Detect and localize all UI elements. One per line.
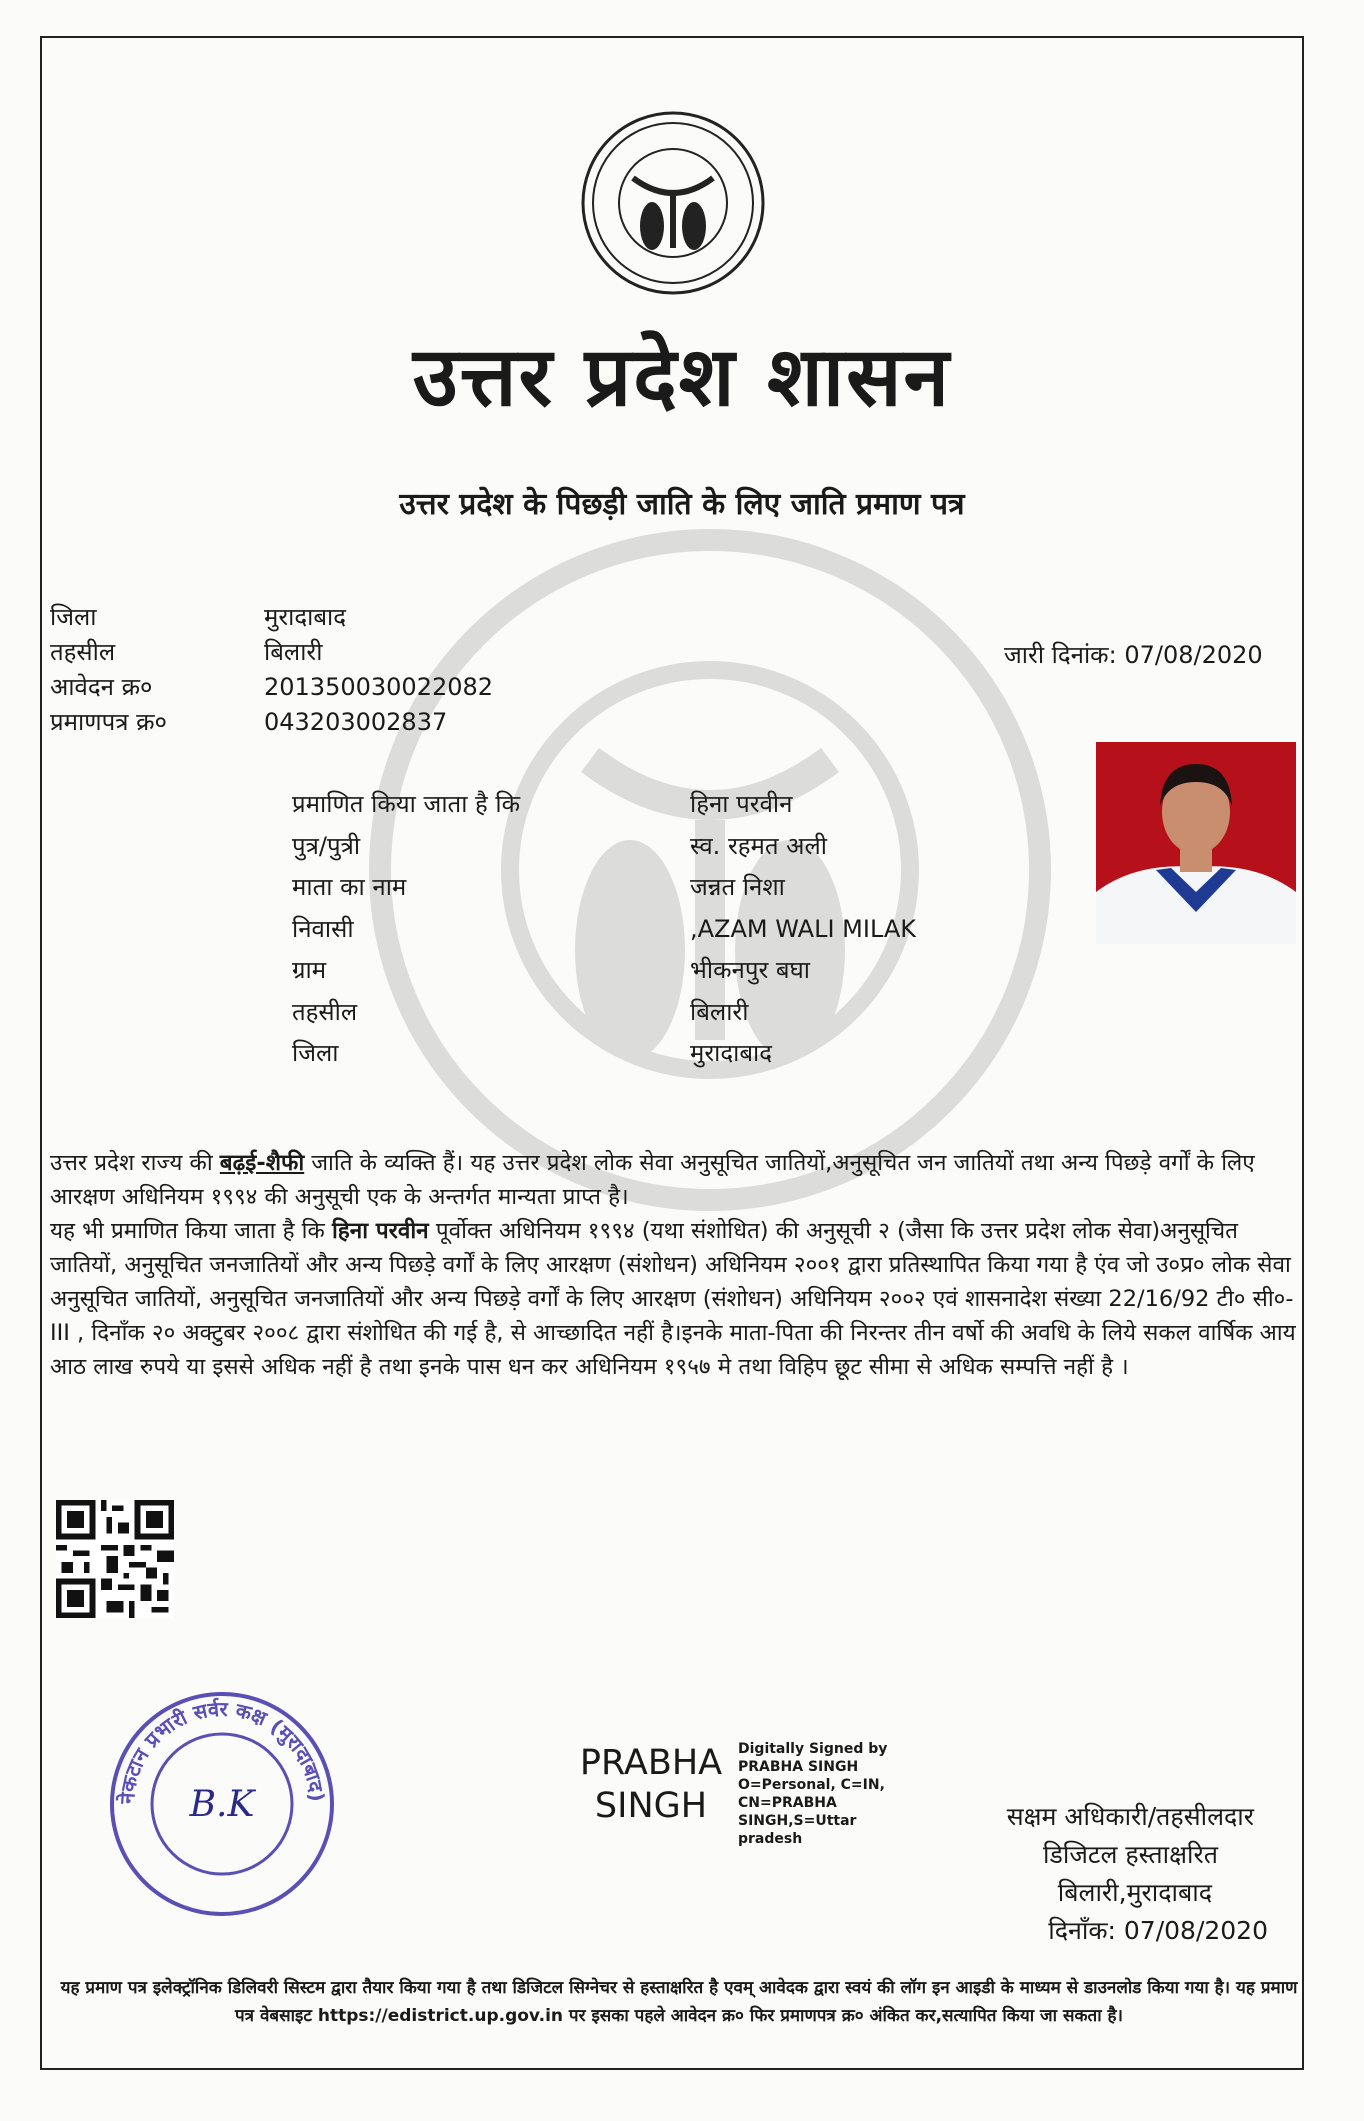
meta-row-tehsil — [50, 635, 493, 670]
detail-label: माता का नाम — [292, 873, 407, 901]
details-block — [292, 784, 916, 1075]
signer-last-name: SINGH — [594, 1786, 708, 1826]
meta-row-application-no — [50, 670, 493, 705]
detail-value: ,AZAM WALI MILAK — [690, 914, 917, 943]
meta-label: जिला — [50, 603, 97, 631]
meta-value: 201350030022082 — [264, 673, 494, 701]
detail-value: बिलारी — [690, 997, 749, 1026]
body-text: यह भी प्रमाणित किया जाता है कि — [50, 1218, 332, 1244]
officer-location: बिलारी,मुरादाबाद — [1057, 1878, 1212, 1907]
meta-block — [50, 600, 493, 740]
officer-designation: सक्षम अधिकारी/तहसीलदार — [1006, 1802, 1254, 1831]
up-government-emblem — [578, 108, 768, 298]
detail-row — [292, 950, 916, 992]
detail-row — [292, 867, 916, 909]
body-text: पूर्वोक्त अधिनियम १९९४ (यथा संशोधित) की अनुसूची २ (जैसा कि उत्तर प्रदेश लोक सेवा)अनुसूचित जातियों, अनुसूचित जनजातियों और अन्य पिछड़े वर्गों के लिए आरक्षण (संशोधन) अधिनियम २००१ द्वारा प्रतिस्थापित किया गया है एंव जो उ०प्र० लोक सेवा अनुसूचित जातियों, अनुसूचित जनजातियों और अन्य पिछड़े वर्गों के लिए आरक्षण (संशोधन) अधिनियम २००२ एवं शासनादेश संख्या 22/16/92 टी० सी०-III , दिनाँक २० अक्टुबर २००८ द्वारा संशोधित की गई है, से आच्छादित नहीं है।इनके माता-पिता की निरन्तर तीन वर्षो की अवधि के लिये सकल वार्षिक आय आठ लाख रुपये या इससे अधिक नहीं है तथा इनके पास धन कर अधिनियम १९५७ मे तथा विहिप छूट सीमा से अधिक सम्पत्ति नहीं है । — [50, 1218, 1296, 1380]
detail-value: जन्नत निशा — [690, 873, 785, 901]
detail-row — [292, 1033, 916, 1075]
detail-label: जिला — [292, 1039, 339, 1067]
detail-label: पुत्र/पुत्री — [292, 831, 361, 860]
seal-initials: B.K — [189, 1784, 255, 1825]
body-paragraph-2 — [50, 1214, 1298, 1384]
certificate-subtitle: उत्तर प्रदेश के पिछड़ी जाति के लिए जाति प्रमाण पत्र — [399, 487, 965, 522]
caste-name: बढ़ई-शैफी — [219, 1150, 305, 1176]
detail-value: भीकनपुर बघा — [690, 956, 811, 984]
issue-date: जारी दिनांक: 07/08/2020 — [1004, 641, 1263, 669]
digitally-signed-label: डिजिटल हस्ताक्षरित — [1043, 1840, 1218, 1869]
body-paragraph-1 — [50, 1146, 1298, 1214]
applicant-name: हिना परवीन — [331, 1218, 429, 1244]
detail-value: स्व. रहमत अली — [690, 831, 827, 860]
meta-label: आवेदन क्र० — [50, 673, 153, 701]
seal-text: नेकटान प्रभारी सर्वर कक्ष (मुरादाबाद) — [114, 1696, 330, 1805]
signer-first-name: PRABHA — [579, 1743, 723, 1783]
footer-note: यह प्रमाण पत्र इलेक्ट्रॉनिक डिलिवरी सिस्टम द्वारा तैयार किया गया है तथा डिजिटल सिग्नेचर से हस्ताक्षरित है एवम् आवेदक द्वारा स्वयं की लॉग इन आइडी के माध्यम से डाउनलोड किया गया है। यह प्रमाण पत्र वेबसाइट https://edistrict.up.gov.in पर इसका पहले आवेदन क्र० फिर प्रमाणपत्र क्र० अंकित कर,सत्यापित किया जा सकता है। — [60, 1978, 1298, 2026]
meta-value: 043203002837 — [264, 708, 448, 736]
page-title: उत्तर प्रदेश शासन — [412, 329, 952, 425]
official-seal — [104, 1686, 340, 1922]
meta-label: तहसील — [50, 638, 116, 666]
meta-value: मुरादाबाद — [264, 603, 347, 631]
meta-label: प्रमाणपत्र क्र० — [50, 708, 167, 736]
qr-code[interactable] — [56, 1500, 174, 1618]
detail-row — [292, 784, 916, 826]
signer-name — [566, 1742, 736, 1828]
meta-row-certificate-no — [50, 705, 493, 740]
detail-value: हिना परवीन — [690, 790, 793, 818]
detail-row — [292, 992, 916, 1034]
certificate-body — [50, 1146, 1298, 1384]
applicant-photo — [1096, 742, 1296, 944]
detail-label: प्रमाणित किया जाता है कि — [292, 790, 521, 818]
meta-value: बिलारी — [264, 638, 323, 666]
detail-row — [292, 909, 916, 951]
detail-label: तहसील — [292, 997, 358, 1026]
officer-block — [948, 1798, 1268, 1950]
detail-label: ग्राम — [292, 956, 327, 984]
officer-date: दिनाँक: 07/08/2020 — [1048, 1916, 1268, 1945]
body-text: उत्तर प्रदेश राज्य की — [50, 1150, 220, 1176]
meta-row-district — [50, 600, 493, 635]
digital-signature-info: Digitally Signed by PRABHA SINGH O=Personal, C=IN, CN=PRABHA SINGH,S=Uttar pradesh — [738, 1741, 888, 1847]
body-text: जाति के व्यक्ति हैं। यह उत्तर प्रदेश लोक सेवा अनुसूचित जातियों,अनुसूचित जन जातियों तथा अन्य पिछड़े वर्गों के लिए आरक्षण अधिनियम १९९४ की अनुसूची एक के अन्तर्गत मान्यता प्राप्त है। — [50, 1150, 1255, 1210]
detail-value: मुरादाबाद — [690, 1039, 773, 1067]
detail-label: निवासी — [292, 914, 354, 943]
detail-row — [292, 826, 916, 868]
